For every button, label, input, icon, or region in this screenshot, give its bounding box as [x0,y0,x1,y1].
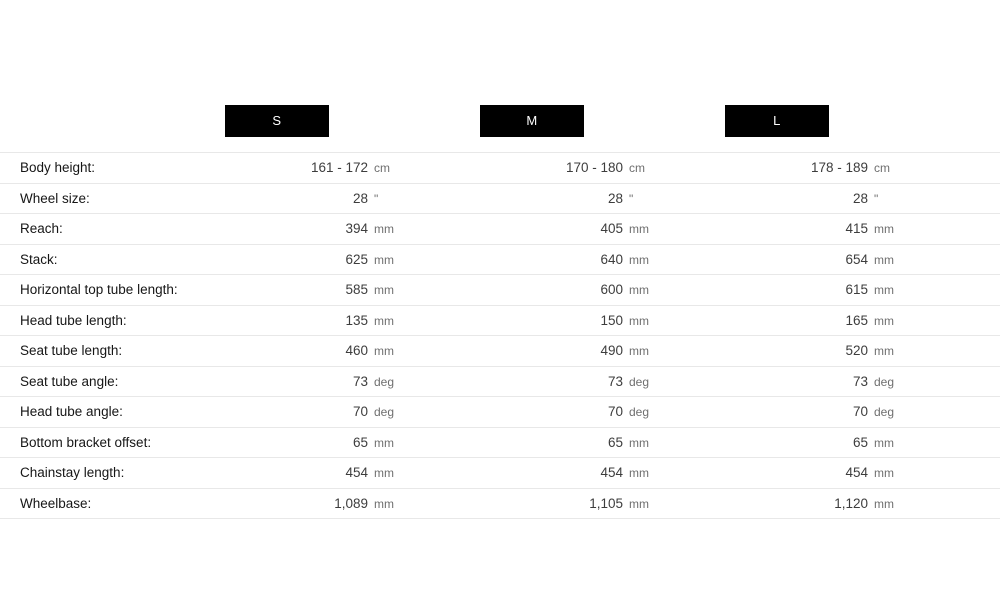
row-label: Head tube angle: [20,404,123,419]
row-value-l [790,428,908,457]
unit: mm [874,344,894,358]
value: 454 [345,465,368,480]
unit: deg [874,405,895,419]
row-label: Stack: [20,251,58,267]
value: 161 - 172 [310,160,368,175]
unit: mm [374,466,394,480]
row-value-m [545,153,663,182]
value: 65 [352,434,368,450]
row-label: Seat tube angle: [20,373,119,389]
row-value-m [545,306,663,335]
table-row [0,214,1000,245]
row-label: Chainstay length: [20,465,125,480]
unit: mm [374,313,394,328]
row-value-l [790,367,908,396]
unit: deg [374,405,395,419]
row-label: Head tube length: [20,312,127,328]
value: 165 [845,312,868,328]
value: 520 [845,343,868,358]
table-row [0,306,1000,337]
geometry-rows [0,152,1000,519]
row-value-s [290,336,408,365]
row-value-s [290,245,408,274]
row-label: Wheelbase: [20,495,92,511]
unit: deg [629,374,650,389]
value: 135 [345,312,368,328]
value: 170 - 180 [565,160,623,175]
value: 73 [607,373,623,389]
unit: mm [374,222,394,236]
row-value-m [545,214,663,243]
value: 1,105 [589,495,623,511]
row-value-l [790,306,908,335]
row-value-s [290,458,408,487]
row-value-s [290,489,408,518]
unit: mm [629,252,649,267]
value: 28 [352,190,368,206]
unit: mm [374,435,394,450]
unit: mm [629,466,649,480]
row-value-l [790,275,908,304]
value: 405 [600,221,623,236]
row-value-s [290,397,408,426]
value: 28 [607,190,623,206]
value: 625 [345,251,368,267]
unit: mm [629,435,649,450]
row-label: Reach: [20,221,63,236]
row-value-m [545,245,663,274]
value: 73 [352,373,368,389]
table-row [0,367,1000,398]
unit: " [874,191,879,206]
row-value-s [290,214,408,243]
table-row [0,152,1000,184]
table-row [0,489,1000,520]
value: 640 [600,251,623,267]
row-label: Bottom bracket offset: [20,434,152,450]
unit: cm [629,161,645,175]
value: 70 [352,404,368,419]
unit: " [629,191,634,206]
row-value-m [545,458,663,487]
row-value-m [545,275,663,304]
unit: mm [374,496,394,511]
row-value-l [790,153,908,182]
unit: mm [374,344,394,358]
table-row [0,458,1000,489]
table-row [0,336,1000,367]
row-value-m [545,397,663,426]
unit: mm [874,313,894,328]
size-header-s: S [225,105,329,137]
unit: mm [374,252,394,267]
unit: mm [629,344,649,358]
value: 178 - 189 [810,160,868,175]
row-label: Horizontal top tube length: [20,282,178,297]
value: 150 [600,312,623,328]
value: 1,089 [334,495,368,511]
row-value-s [290,306,408,335]
table-row [0,428,1000,459]
unit: mm [874,435,894,450]
value: 70 [852,404,868,419]
value: 70 [607,404,623,419]
row-value-l [790,336,908,365]
unit: cm [374,161,390,175]
row-value-m [545,184,663,213]
unit: mm [629,222,649,236]
table-row [0,397,1000,428]
value: 460 [345,343,368,358]
row-value-l [790,184,908,213]
unit: deg [374,374,395,389]
unit: " [374,191,379,206]
value: 1,120 [834,495,868,511]
unit: mm [629,313,649,328]
row-value-l [790,214,908,243]
unit: mm [629,283,649,297]
value: 615 [845,282,868,297]
row-value-s [290,367,408,396]
size-header-m: M [480,105,584,137]
value: 585 [345,282,368,297]
value: 394 [345,221,368,236]
row-label: Body height: [20,160,96,175]
size-header-row [0,105,1000,137]
row-value-s [290,275,408,304]
row-value-l [790,489,908,518]
row-label: Wheel size: [20,190,90,206]
unit: cm [874,161,890,175]
value: 65 [852,434,868,450]
unit: deg [874,374,895,389]
row-value-m [545,367,663,396]
table-row [0,245,1000,276]
unit: mm [874,466,894,480]
value: 600 [600,282,623,297]
row-value-m [545,428,663,457]
unit: mm [874,496,894,511]
row-value-m [545,489,663,518]
value: 454 [845,465,868,480]
unit: mm [874,222,894,236]
value: 73 [852,373,868,389]
row-value-l [790,458,908,487]
value: 65 [607,434,623,450]
row-value-s [290,153,408,182]
table-row [0,275,1000,306]
table-row [0,184,1000,215]
value: 654 [845,251,868,267]
unit: mm [874,283,894,297]
unit: mm [629,496,649,511]
value: 28 [852,190,868,206]
value: 415 [845,221,868,236]
row-value-m [545,336,663,365]
value: 454 [600,465,623,480]
row-label: Seat tube length: [20,343,123,358]
unit: mm [374,283,394,297]
row-value-s [290,428,408,457]
row-value-l [790,245,908,274]
unit: deg [629,405,650,419]
value: 490 [600,343,623,358]
row-value-s [290,184,408,213]
unit: mm [874,252,894,267]
row-value-l [790,397,908,426]
size-header-l: L [725,105,829,137]
